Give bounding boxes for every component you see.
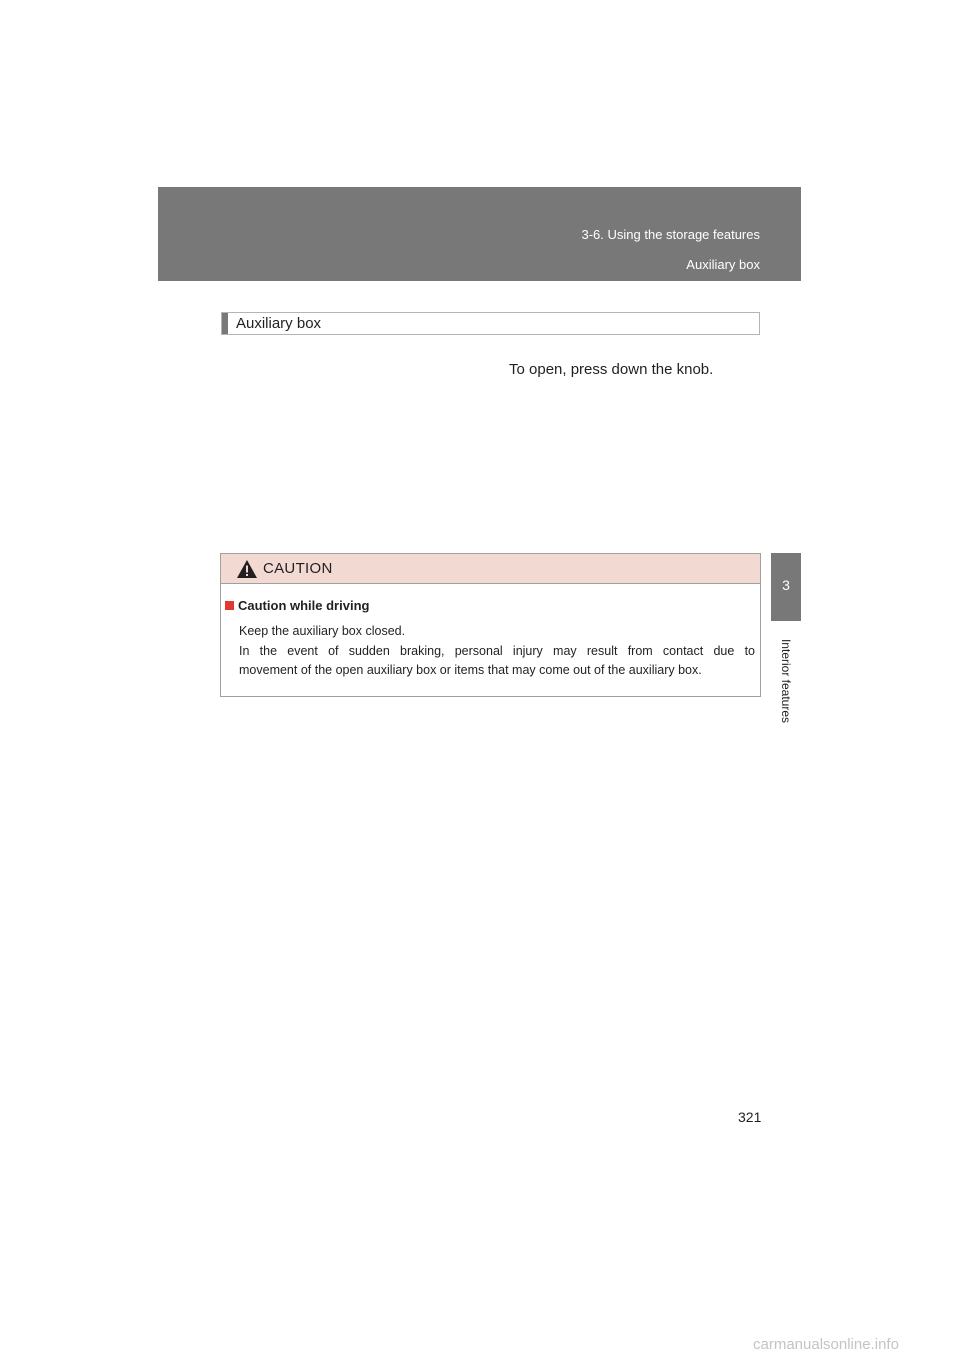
page-number: 321	[738, 1109, 762, 1125]
caution-line-2: In the event of sudden braking, personal injury may result from contact due to	[239, 643, 755, 658]
header-section-title: 3-6. Using the storage features	[581, 227, 760, 242]
caution-subheading	[225, 598, 369, 613]
section-heading	[221, 312, 760, 335]
red-square-marker-icon	[225, 601, 234, 610]
chapter-tab-label	[772, 628, 800, 734]
section-heading-bar	[222, 313, 228, 334]
chapter-tab-title: Interior features	[779, 638, 794, 724]
caution-title: CAUTION	[263, 560, 333, 577]
header-subsection-title: Auxiliary box	[686, 257, 760, 272]
section-heading-title: Auxiliary box	[236, 315, 322, 332]
caution-header	[221, 554, 760, 584]
caution-box	[220, 553, 761, 697]
caution-line-1: Keep the auxiliary box closed.	[239, 624, 406, 638]
caution-body	[239, 622, 755, 681]
watermark: carmanualsonline.info	[753, 1336, 899, 1353]
open-instruction: To open, press down the knob.	[509, 361, 714, 378]
page-header-band	[158, 187, 801, 281]
caution-subheading-text: Caution while driving	[238, 598, 370, 613]
caution-line-3: movement of the open auxiliary box or items that may come out of the auxiliary box.	[239, 663, 702, 677]
chapter-tab-number: 3	[771, 553, 801, 621]
warning-triangle-icon	[236, 559, 258, 579]
